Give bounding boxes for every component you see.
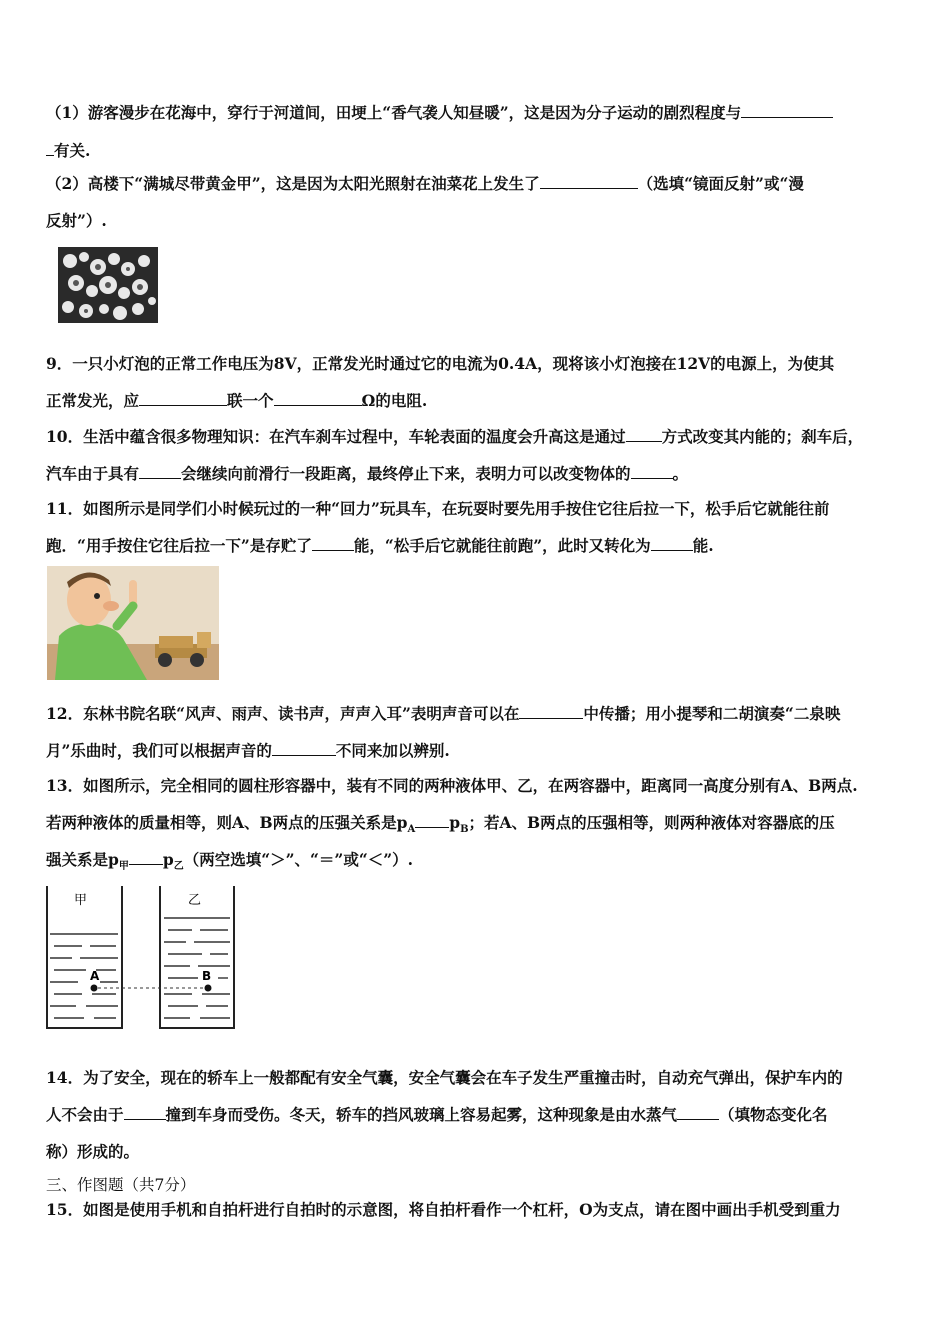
answer-blank[interactable] — [124, 1105, 166, 1120]
q8-part2-line2: 反射”）. — [46, 211, 107, 230]
answer-blank[interactable] — [415, 813, 449, 828]
q8-part1-line1: （1）游客漫步在花海中，穿行于河道间，田埂上“香气袭人知昼暖”，这是因为分子运动的剧烈程度与 — [46, 103, 833, 123]
q10-line2: 汽车由于具有 会继续向前滑行一段距离，最终停止下来，表明力可以改变物体的 。 — [46, 464, 689, 483]
q9-line2: 正常发光，应 联一个 Ω的电阻. — [46, 391, 428, 410]
q11-line2: 跑．“用手按住它往后拉一下”是存贮了 能，“松手后它就能往前跑”，此时又转化为 能. — [46, 536, 714, 555]
answer-blank[interactable] — [741, 103, 833, 118]
point-a-label: A — [90, 969, 100, 983]
q13-line3: 强关系是$p_甲$ $p_乙$（两空选填“＞”、“＝”或“＜”）. — [46, 850, 414, 873]
point-b — [205, 985, 212, 992]
answer-blank[interactable] — [272, 741, 336, 756]
container-label-jia: 甲 — [74, 893, 88, 908]
rapeseed-flower-photo — [58, 247, 158, 323]
q8-part1-line2: 有关. — [46, 141, 90, 161]
q13-line1: 13．如图所示，完全相同的圆柱形容器中，装有不同的两种液体甲、乙，在两容器中，距离同一高度分别有A、B两点. — [46, 776, 858, 795]
answer-blank[interactable] — [46, 141, 54, 156]
q14-line1: 14．为了安全，现在的轿车上一般都配有安全气囊，安全气囊会在车子发生严重撞击时，自动充气弹出，保护车内的 — [46, 1068, 843, 1087]
point-a — [91, 985, 98, 992]
q14-line2: 人不会由于 撞到车身而受伤。冬天，轿车的挡风玻璃上容易起雾，这种现象是由水蒸气 （填物态变化名 — [46, 1105, 828, 1124]
answer-blank[interactable] — [312, 536, 354, 551]
answer-blank[interactable] — [631, 464, 673, 479]
q13-line2: 若两种液体的质量相等，则A、B两点的压强关系是$p_A$ $p_B$；若A、B两点的压强相等，则两种液体对容器底的压 — [46, 813, 835, 836]
q12-line1: 12．东林书院名联“风声、雨声、读书声，声声入耳”表明声音可以在 中传播；用小提琴和二胡演奏“二泉映 — [46, 704, 841, 723]
answer-blank[interactable] — [274, 391, 362, 406]
answer-blank[interactable] — [129, 850, 163, 865]
container-label-yi: 乙 — [188, 893, 202, 908]
q10-line1: 10．生活中蕴含很多物理知识：在汽车刹车过程中，车轮表面的温度会升高这是通过 方式改变其内能的；刹车后， — [46, 427, 864, 446]
q8-part2-line1: （2）高楼下“满城尽带黄金甲”，这是因为太阳光照射在油菜花上发生了 （选填“镜面反射”或“漫 — [46, 174, 804, 193]
toy-car-illustration — [47, 566, 219, 680]
two-containers-figure — [42, 884, 238, 1032]
answer-blank[interactable] — [139, 464, 181, 479]
section-3-heading: 三、作图题（共7分） — [46, 1176, 196, 1194]
q9-line1: 9．一只小灯泡的正常工作电压为8V，正常发光时通过它的电流为0.4A，现将该小灯泡接在12V的电源上，为使其 — [46, 354, 835, 373]
q14-line3: 称）形成的。 — [46, 1142, 140, 1161]
answer-blank[interactable] — [626, 427, 662, 442]
q15-line1: 15．如图是使用手机和自拍杆进行自拍时的示意图，将自拍杆看作一个杠杆，O为支点，请在图中画出手机受到重力 — [46, 1200, 841, 1219]
answer-blank[interactable] — [677, 1105, 719, 1120]
answer-blank[interactable] — [540, 174, 638, 189]
q12-line2: 月”乐曲时，我们可以根据声音的 不同来加以辨别. — [46, 741, 450, 760]
answer-blank[interactable] — [519, 704, 583, 719]
point-b-label: B — [202, 969, 212, 983]
answer-blank[interactable] — [651, 536, 693, 551]
answer-blank[interactable] — [139, 391, 227, 406]
q11-line1: 11．如图所示是同学们小时候玩过的一种“回力”玩具车，在玩耍时要先用手按住它往后拉一下，松手后它就能往前 — [46, 499, 830, 518]
